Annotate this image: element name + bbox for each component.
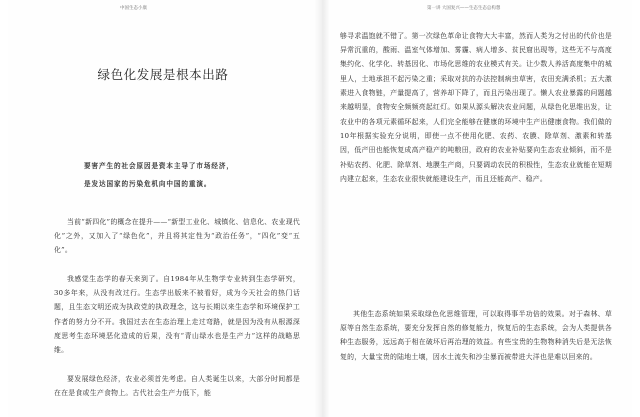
right-paragraph-1: 够寻求温饱就不错了。第一次绿色革命让食物大大丰富，然而人类为之付出的代价也是异常沉重的，酸雨、温室气体增加、雾霾、病人增多、贫民窟出现等，这些无不与高度集约化、化学化、转基因化、市场化思维的农业模式有关。让少数人养活高度集中的城里人，土地承担不起污染之重；采取对抗的办法控制病虫草害，农田充满杀机；五大激素进入食物链，产量提高了，营养却下降了，而且污染出现了。懒人农业暴露的问题越来越明显，食物安全频频亮起红灯。如果从源头解决农业问题，从绿色化思维出发，让农业中的各项元素循环起来，人们完全能够在健康的环境中生产出健康食物。我们做的10年根据实验充分说明，即使一点不使用化肥、农药、农膜、除草剂、激素和转基因，低产田也能恢复成高产稳产的吨粮田，政府的农业补贴要向生态农业倾斜，而不是补贴农药、化肥、除草剂、地膜生产商，只要调动农民的积极性，生态农业就能在短期内建立起来，生态农业很快就能建设生产，而且还能高产、稳产。	[340, 31, 612, 183]
left-paragraph-3: 要发展绿色经济，农业必须首先考虑。自人类诞生以来，大部分时间都是在在是食或生产食物上。古代社会生产力低下，能	[54, 374, 300, 398]
chapter-title: 绿色化发展是根本出路	[97, 67, 229, 82]
right-paragraph-2: 其他生态系统如果采取绿色化思维管理，可以取得事半功倍的效果。对于森林、草原等自然生态系统，要充分发挥自然的修复能力，恢复后的生态系统，会为人类提供各种生态服务，远远高于相在破坏后再治理的效益。有些宝贵的生物物种消失后是无法恢复的，大量宝贵的陆地土壤，因水土流失和沙尘暴而被带进大洋也是难以回来的。	[340, 309, 612, 361]
epigraph-line-1: 要害产生的社会原因是资本主导了市场经济，	[84, 162, 234, 170]
left-paragraph-1: 当前“新四化”的概念在提升——“新型工业化、城镇化、信息化、农业现代化”之外，又加入了“绿色化”，并且将其定性为“政治任务”，“四化”变“五化”。	[54, 217, 300, 255]
left-running-head: 中国生态小康	[120, 6, 147, 11]
left-paragraph-2: 我感觉生态学的春天来到了。自1984年从生物学专业转到生态学研究，30多年来，从没有改过行。生态学出版来不被看好，成为今天社会的热门话题，且生态文明还成为执政党的执政理念，这与长期以来生态学和环境保护工作者的努力分不开。我国过去在生态治理上走过弯路，就是因为没有从根源深度思考生态环境恶化造成的后果，没有“青山绿水也是生产力”这样的战略思维。	[54, 274, 300, 355]
epigraph-line-2: 是发达国家的污染危机向中国的重演。	[84, 180, 212, 188]
right-running-head: 第一讲 大国复兴——生态生态总构想	[427, 6, 501, 11]
right-page	[330, 0, 632, 417]
left-page	[8, 0, 314, 417]
book-gutter	[314, 0, 330, 417]
